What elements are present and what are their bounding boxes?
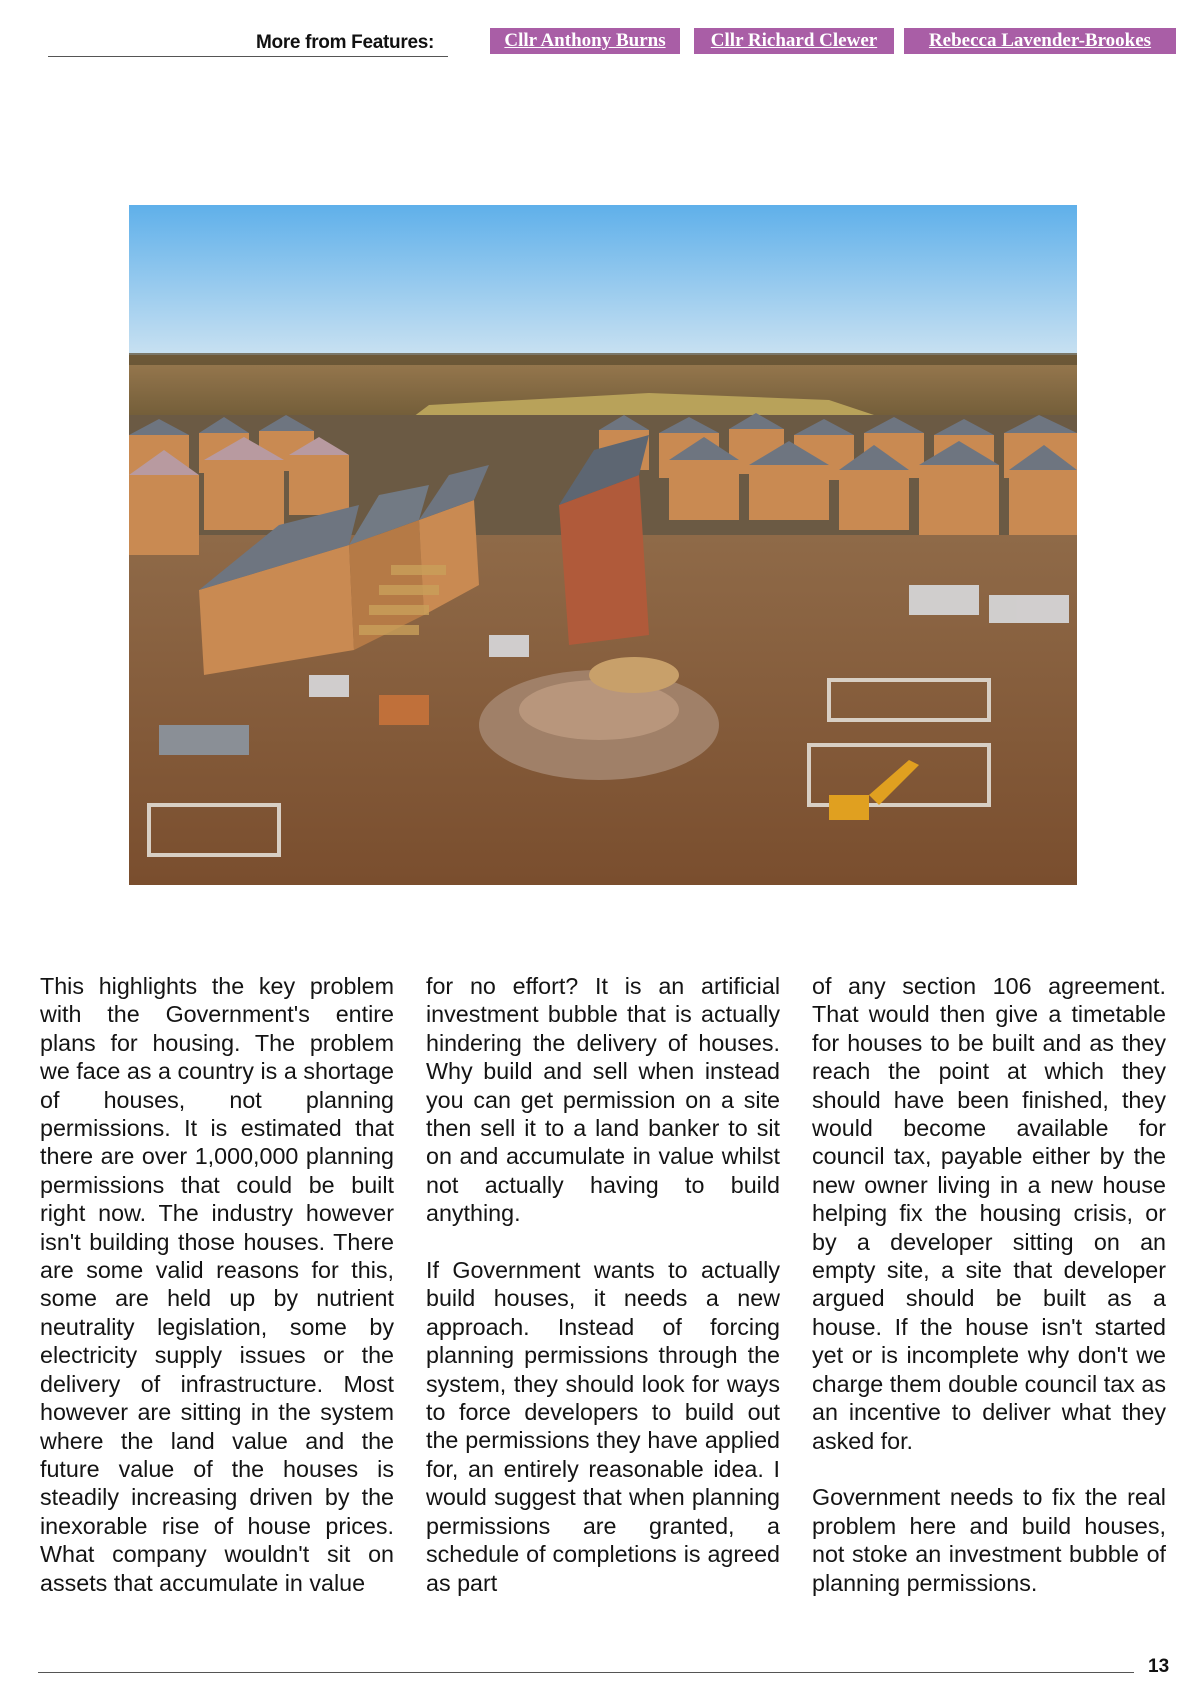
footer-divider xyxy=(38,1672,1134,1673)
header-divider xyxy=(48,56,448,57)
article-column-3: of any section 106 agreement. That would then give a timetable for houses to be built and as they reach the point at which they should have been finished, they would become available for council tax, payable either by the new owner living in a new house helping fix the housing crisis, or by a developer sitting on an empty site, a site that developer argued should be built as a house. If the house isn't started yet or is incomplete why don't we charge them double council tax as an incentive to deliver what they asked for. Government needs to fix the real problem here and build houses, not stoke an investment bubble of planning permissions. xyxy=(812,973,1166,1596)
author-link-anthony-burns[interactable]: Cllr Anthony Burns xyxy=(490,28,680,54)
article-column-2: for no effort? It is an artificial investment bubble that is actually hindering the delivery of houses. Why build and sell when instead you can get permission on a site then sell it to a land banker to sit on and accumulate in value whilst not actually having to build anything. If Government wants to actually build houses, it needs a new approach. Instead of forcing planning permissions through the system, they should look for ways to force developers to build out the permissions they have applied for, an entirely reasonable idea. I would suggest that when planning permissions are granted, a schedule of completions is agreed as part xyxy=(426,973,780,1596)
author-link-richard-clewer[interactable]: Cllr Richard Clewer xyxy=(694,28,894,54)
article-paragraph-3: Government needs to fix the real problem here and build houses, not stoke an investment bubble of planning permissions. xyxy=(812,1484,1166,1596)
article-column-1: This highlights the key problem with the Government's entire plans for housing. The problem we face as a country is a shortage of houses, not planning permissions. It is estimated that there are over 1,000,000 planning permissions that could be built right now. The industry however isn't building those houses. There are some valid reasons for this, some are held up by nutrient neutrality legislation, some by electricity supply issues or the delivery of infrastructure. Most however are sitting in the system where the land value and the future value of the houses is steadily increasing driven by the inexorable rise of house prices. What company wouldn't sit on assets that accumulate in value xyxy=(40,973,394,1596)
housing-development-photo xyxy=(129,205,1077,885)
page-number: 13 xyxy=(1148,1656,1170,1677)
more-from-features-label: More from Features: xyxy=(256,32,435,53)
more-from-features-bar xyxy=(48,28,1176,58)
author-link-rebecca-lavender-brookes[interactable]: Rebecca Lavender-Brookes xyxy=(904,28,1176,54)
